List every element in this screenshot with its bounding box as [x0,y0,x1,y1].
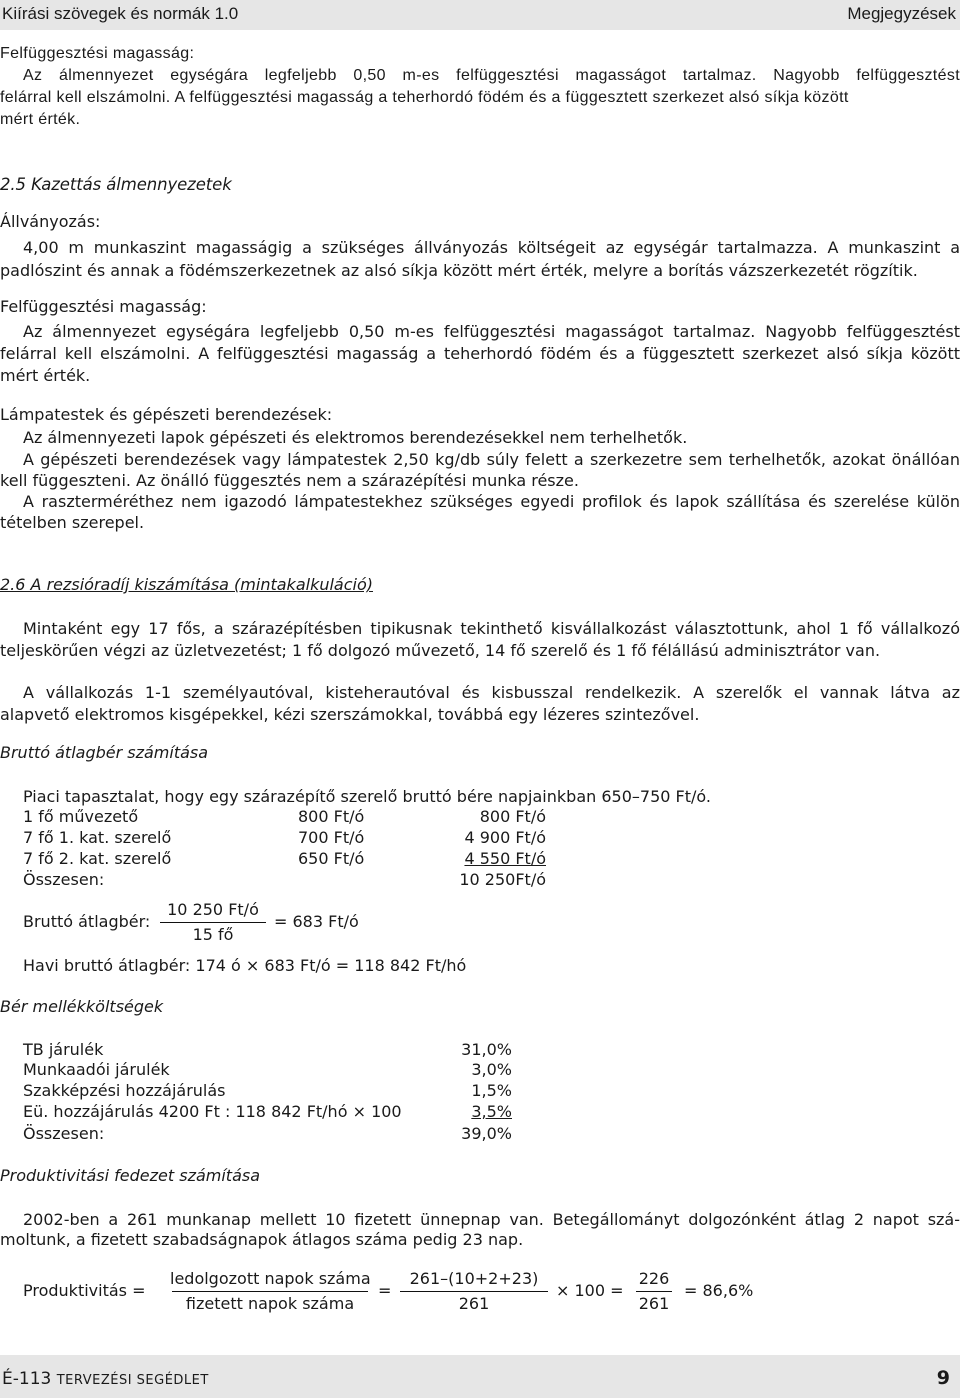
lamp-heading: Lámpatestek és gépészeti berendezések: [0,405,333,424]
ber-row-label: TB járulék [23,1040,104,1059]
ber-row-label: Eü. hozzájárulás 4200 Ft : 118 842 Ft/hó × 100 [23,1102,402,1121]
s2-line1: Az álmennyezet egységára legfeljebb 0,50 m-es felfüggesztési magasságot tartalmaz. Nagyobb felfüggesztést [23,322,960,341]
brutto-row-label: 7 fő 2. kat. szerelő [23,849,172,868]
section-2-6-title: 2.6 A rezsióradíj kiszámítása (mintakalkuláció) [0,575,373,594]
brutto-title: Bruttó átlagbér számítása [0,743,209,762]
lamp-line1: Az álmennyezeti lapok gépészeti és elektromos berendezésekkel nem terhelhetők. [23,428,688,447]
lamp-line3: kell függeszteni. Az önálló függesztés nem a szárazépítési munka része. [0,471,579,490]
brutto-row-total: 4 550 Ft/ó [464,849,546,868]
lamp-line2: A gépészeti berendezések vagy lámpatestek 2,50 kg/db súly felett a szerkezetre sem terhelhetők, azokat önállóan [23,450,960,469]
prod-f3-numerator: 226 [638,1269,670,1288]
s2-line2: felárral kell elszámolni. A felfüggesztési magasság a teherhordó födém és a függesztett szerkezet alsó síkja között [0,344,960,363]
s2-line3: mért érték. [0,366,91,385]
section-2-5-title: 2.5 Kazettás álmennyezetek [0,175,232,194]
prod-multiply: × 100 = [556,1281,624,1300]
brutto-row-rate: 650 Ft/ó [298,849,365,868]
ber-sum-value: 39,0% [461,1124,512,1143]
s1-line3: mért érték. [0,111,81,128]
brutto-sum-total: 10 250Ft/ó [459,870,546,889]
ber-row-value: 1,5% [471,1081,512,1100]
s1-heading: Felfüggesztési magasság: [0,45,195,62]
brutto-intro: Piaci tapasztalat, hogy egy szárazépítő szerelő bruttó bére napjainkban 650–750 Ft/ó. [23,787,711,806]
prod-f2-numerator: 261–(10+2+23) [409,1269,539,1288]
brutto-row-rate: 700 Ft/ó [298,828,365,847]
brutto-sum-label: Összesen: [23,870,105,889]
prod-line1: 2002-ben a 261 munkanap mellett 10 fizetett ünnepnap van. Betegállományt dolgozónként átlag 2 napot szá- [23,1210,960,1229]
prod-f2-bar [400,1291,548,1292]
brutto-row-label: 1 fő művezető [23,807,139,826]
footer-doc-title: TERVEZÉSI SEGÉDLET [56,1373,209,1388]
s2-heading: Felfüggesztési magasság: [0,297,207,316]
page-number: 9 [936,1367,950,1389]
header-section: Megjegyzések [847,4,956,23]
ber-table [23,1040,515,1145]
brutto-row-rate: 800 Ft/ó [298,807,365,826]
ber-row-value: 3,0% [471,1060,512,1079]
s26-p1-line2: teljeskörűen végzi az üzletvezetést; 1 fő dolgozó művezető, 14 fő szerelő és 1 fő félállású adminisztrátor van. [0,641,881,660]
prod-f3-denominator: 261 [638,1294,670,1313]
prod-equals: = [378,1281,392,1300]
monthly-wage: Havi bruttó átlagbér: 174 ó × 683 Ft/ó = 118 842 Ft/hó [23,956,467,975]
ber-row-value: 3,5% [471,1102,512,1121]
lamp-line5: tételben szerepel. [0,513,145,532]
prod-f1-denominator: fizetett napok száma [185,1294,355,1313]
prod-line2: moltunk, a fizetett szabadságnapok átlagos száma pedig 23 nap. [0,1230,524,1249]
brutto-table [23,807,553,897]
prod-label: Produktivitás = [23,1281,146,1300]
s1-line1: Az álmennyezet egységára legfeljebb 0,50 m-es felfüggesztési magasságot tartalmaz. Nagyobb felfüggesztést [23,67,960,84]
avg-numerator: 10 250 Ft/ó [167,900,259,919]
brutto-row-label: 7 fő 1. kat. szerelő [23,828,172,847]
s26-p2-line2: alapvető elektromos kisgépekkel, kézi szerszámokkal, továbbá egy lézeres szintezővel. [0,705,700,724]
s26-p1-line1: Mintaként egy 17 fős, a szárazépítésben tipikusnak tekinthető kisvállalkozást választottunk, ahol 1 fő vállalkozó [23,619,960,638]
s26-p2-line1: A vállalkozás 1-1 személyautóval, kisteherautóval és kisbusszal rendelkezik. A szerelők el vannak látva az [23,683,960,702]
footer-title [2,1369,209,1389]
header-title: Kiírási szövegek és normák 1.0 [2,4,239,23]
avg-fraction-bar [160,922,266,923]
brutto-row-total: 4 900 Ft/ó [464,828,546,847]
allvanyozas-heading: Állványozás: [0,212,101,231]
avg-label: Bruttó átlagbér: [23,912,151,931]
prod-title: Produktivitási fedezet számítása [0,1166,261,1185]
page-footer [0,1355,960,1398]
footer-code: É-113 [2,1369,52,1389]
ber-sum-label: Összesen: [23,1124,105,1143]
ber-title: Bér mellékköltségek [0,997,164,1016]
prod-f1-bar [172,1291,368,1292]
prod-f2-denominator: 261 [458,1294,490,1313]
avg-result: = 683 Ft/ó [274,912,359,931]
s1-line2: felárral kell elszámolni. A felfüggesztési magasság a teherhordó födém és a függesztett szerkezet alsó síkja között [0,89,849,106]
avg-denominator: 15 fő [192,925,234,944]
allvanyozas-line1: 4,00 m munkaszint magasságig a szükséges állványozás költségeit az egységár tartalmazza. A munkaszint a [23,238,960,257]
brutto-row-total: 800 Ft/ó [479,807,546,826]
lamp-line4: A raszterméréthez nem igazodó lámpatestekhez szükséges egyedi profilok és lapok szállítása és szerelése külön [23,492,960,511]
prod-f3-bar [636,1291,672,1292]
ber-row-label: Szakképzési hozzájárulás [23,1081,226,1100]
ber-row-label: Munkaadói járulék [23,1060,170,1079]
ber-row-value: 31,0% [461,1040,512,1059]
allvanyozas-line2: padlószint és annak a födémszerkezetnek az alsó síkja között mért érték, melyre a borítás vázszerkezetét rögzítik. [0,261,918,280]
prod-f1-numerator: ledolgozott napok száma [170,1269,371,1288]
page-header [0,0,960,30]
prod-result: = 86,6% [684,1281,754,1300]
